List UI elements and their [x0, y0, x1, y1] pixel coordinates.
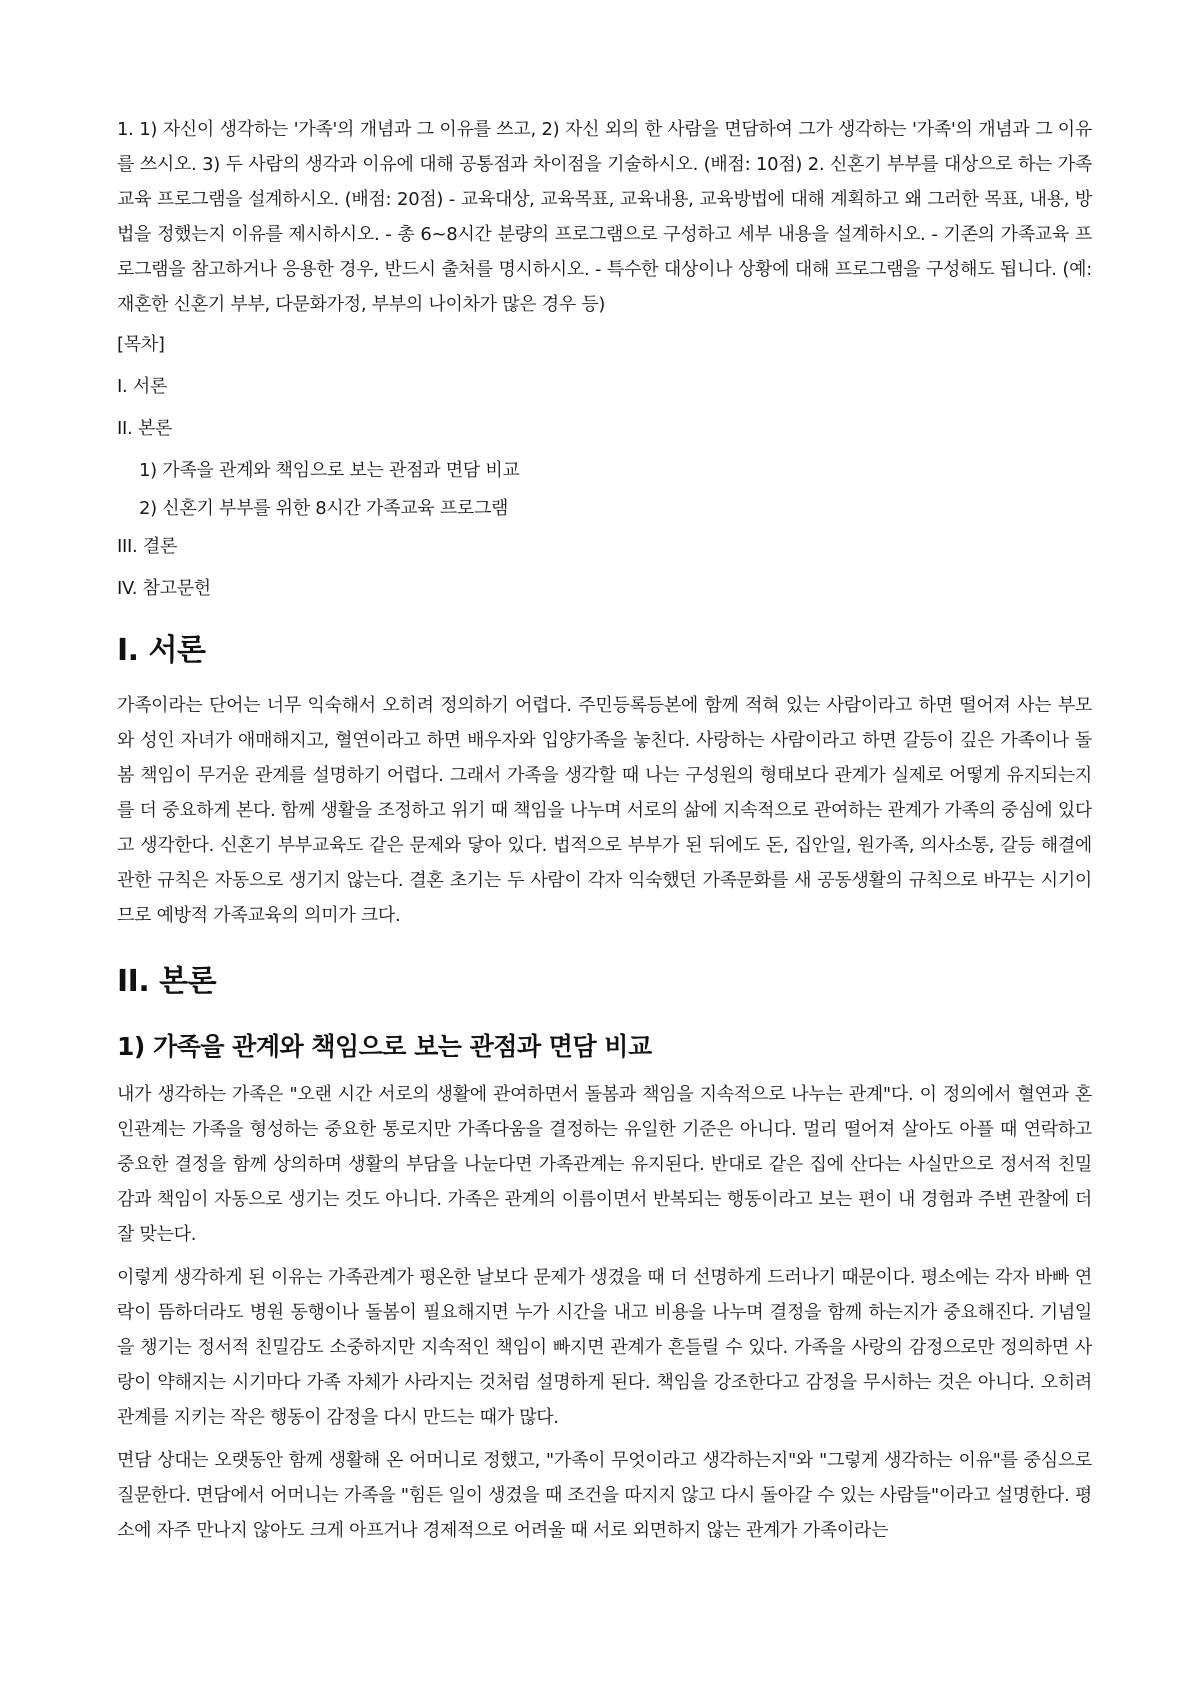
toc-subitem-program: 2) 신혼기 부부를 위한 8시간 가족교육 프로그램 [139, 498, 509, 519]
toc-heading: [목차] [117, 334, 165, 355]
toc-subitem-family-view: 1) 가족을 관계와 책임으로 보는 관점과 면담 비교 [139, 460, 520, 481]
toc-item-introduction: I. 서론 [117, 376, 168, 397]
toc-item-body: II. 본론 [117, 418, 173, 439]
document-page [117, 112, 1092, 1556]
assignment-question: 1. 1) 자신이 생각하는 '가족'의 개념과 그 이유를 쓰고, 2) 자신 외의 한 사람을 면담하여 그가 생각하는 '가족'의 개념과 그 이유를 쓰시오. 3) 두 사람의 생각과 이유에 대해 공통점과 차이점을 기술하시오. (배점: 10점) 2. 신혼기 부부를 대상으로 하는 가족교육 프로그램을 설계하시오. (배점: 20점) - 교육대상, 교육목표, 교육내용, 교육방법에 대해 계획하고 왜 그러한 목표, 내용, 방법을 정했는지 이유를 제시하시오. - 총 6~8시간 분량의 프로그램으로 구성하고 세부 내용을 설계하시오. - 기존의 가족교육 프로그램을 참고하거나 응용한 경우, 반드시 출처를 명시하시오. - 특수한 대상이나 상황에 대해 프로그램을 구성해도 됩니다. (예: 재혼한 신혼기 부부, 다문화가정, 부부의 나이차가 많은 경우 등) [117, 119, 1092, 315]
subsection-heading-family-view: 1) 가족을 관계와 책임으로 보는 관점과 면담 비교 [117, 1032, 652, 1061]
body-paragraph: 면담 상대는 오랫동안 함께 생활해 온 어머니로 정했고, "가족이 무엇이라고 생각하는지"와 "그렇게 생각하는 이유"를 중심으로 질문한다. 면담에서 어머니는 가족을 "힘든 일이 생겼을 때 조건을 따지지 않고 다시 돌아갈 수 있는 사람들"이라고 설명한다. 평소에 자주 만나지 않아도 크게 아프거나 경제적으로 어려울 때 서로 외면하지 않는 관계가 가족이라는 [117, 1450, 1092, 1541]
toc-item-references: IV. 참고문헌 [117, 578, 211, 599]
body-paragraph: 이렇게 생각하게 된 이유는 가족관계가 평온한 날보다 문제가 생겼을 때 더 선명하게 드러나기 때문이다. 평소에는 각자 바빠 연락이 뜸하더라도 병원 동행이나 돌봄이 필요해지면 누가 시간을 내고 비용을 나누며 결정을 함께 하는지가 중요해진다. 기념일을 챙기는 정서적 친밀감도 소중하지만 지속적인 책임이 빠지면 관계가 흔들릴 수 있다. 가족을 사랑의 감정으로만 정의하면 사랑이 약해지는 시기마다 가족 자체가 사라지는 것처럼 설명하게 된다. 책임을 강조한다고 감정을 무시하는 것은 아니다. 오히려 관계를 지키는 작은 행동이 감정을 다시 만드는 때가 많다. [117, 1267, 1092, 1428]
section-heading-introduction: I. 서론 [117, 633, 206, 668]
body-paragraph: 내가 생각하는 가족은 "오랜 시간 서로의 생활에 관여하면서 돌봄과 책임을 지속적으로 나누는 관계"다. 이 정의에서 혈연과 혼인관계는 가족을 형성하는 중요한 통로지만 가족다움을 결정하는 유일한 기준은 아니다. 멀리 떨어져 살아도 아플 때 연락하고 중요한 결정을 함께 상의하며 생활의 부담을 나눈다면 가족관계는 유지된다. 반대로 같은 집에 산다는 사실만으로 정서적 친밀감과 책임이 자동으로 생기는 것도 아니다. 가족은 관계의 이름이면서 반복되는 행동이라고 보는 편이 내 경험과 주변 관찰에 더 잘 맞는다. [117, 1084, 1092, 1245]
section-heading-body: II. 본론 [117, 964, 217, 999]
toc-item-conclusion: III. 결론 [117, 536, 178, 557]
introduction-paragraph: 가족이라는 단어는 너무 익숙해서 오히려 정의하기 어렵다. 주민등록등본에 함께 적혀 있는 사람이라고 하면 떨어져 사는 부모와 성인 자녀가 애매해지고, 혈연이라고 하면 배우자와 입양가족을 놓친다. 사랑하는 사람이라고 하면 갈등이 깊은 가족이나 돌봄 책임이 무거운 관계를 설명하기 어렵다. 그래서 가족을 생각할 때 나는 구성원의 형태보다 관계가 실제로 어떻게 유지되는지를 더 중요하게 본다. 함께 생활을 조정하고 위기 때 책임을 나누며 서로의 삶에 지속적으로 관여하는 관계가 가족의 중심에 있다고 생각한다. 신혼기 부부교육도 같은 문제와 닿아 있다. 법적으로 부부가 된 뒤에도 돈, 집안일, 원가족, 의사소통, 갈등 해결에 관한 규칙은 자동으로 생기지 않는다. 결혼 초기는 두 사람이 각자 익숙했던 가족문화를 새 공동생활의 규칙으로 바꾸는 시기이므로 예방적 가족교육의 의미가 크다. [117, 695, 1092, 926]
